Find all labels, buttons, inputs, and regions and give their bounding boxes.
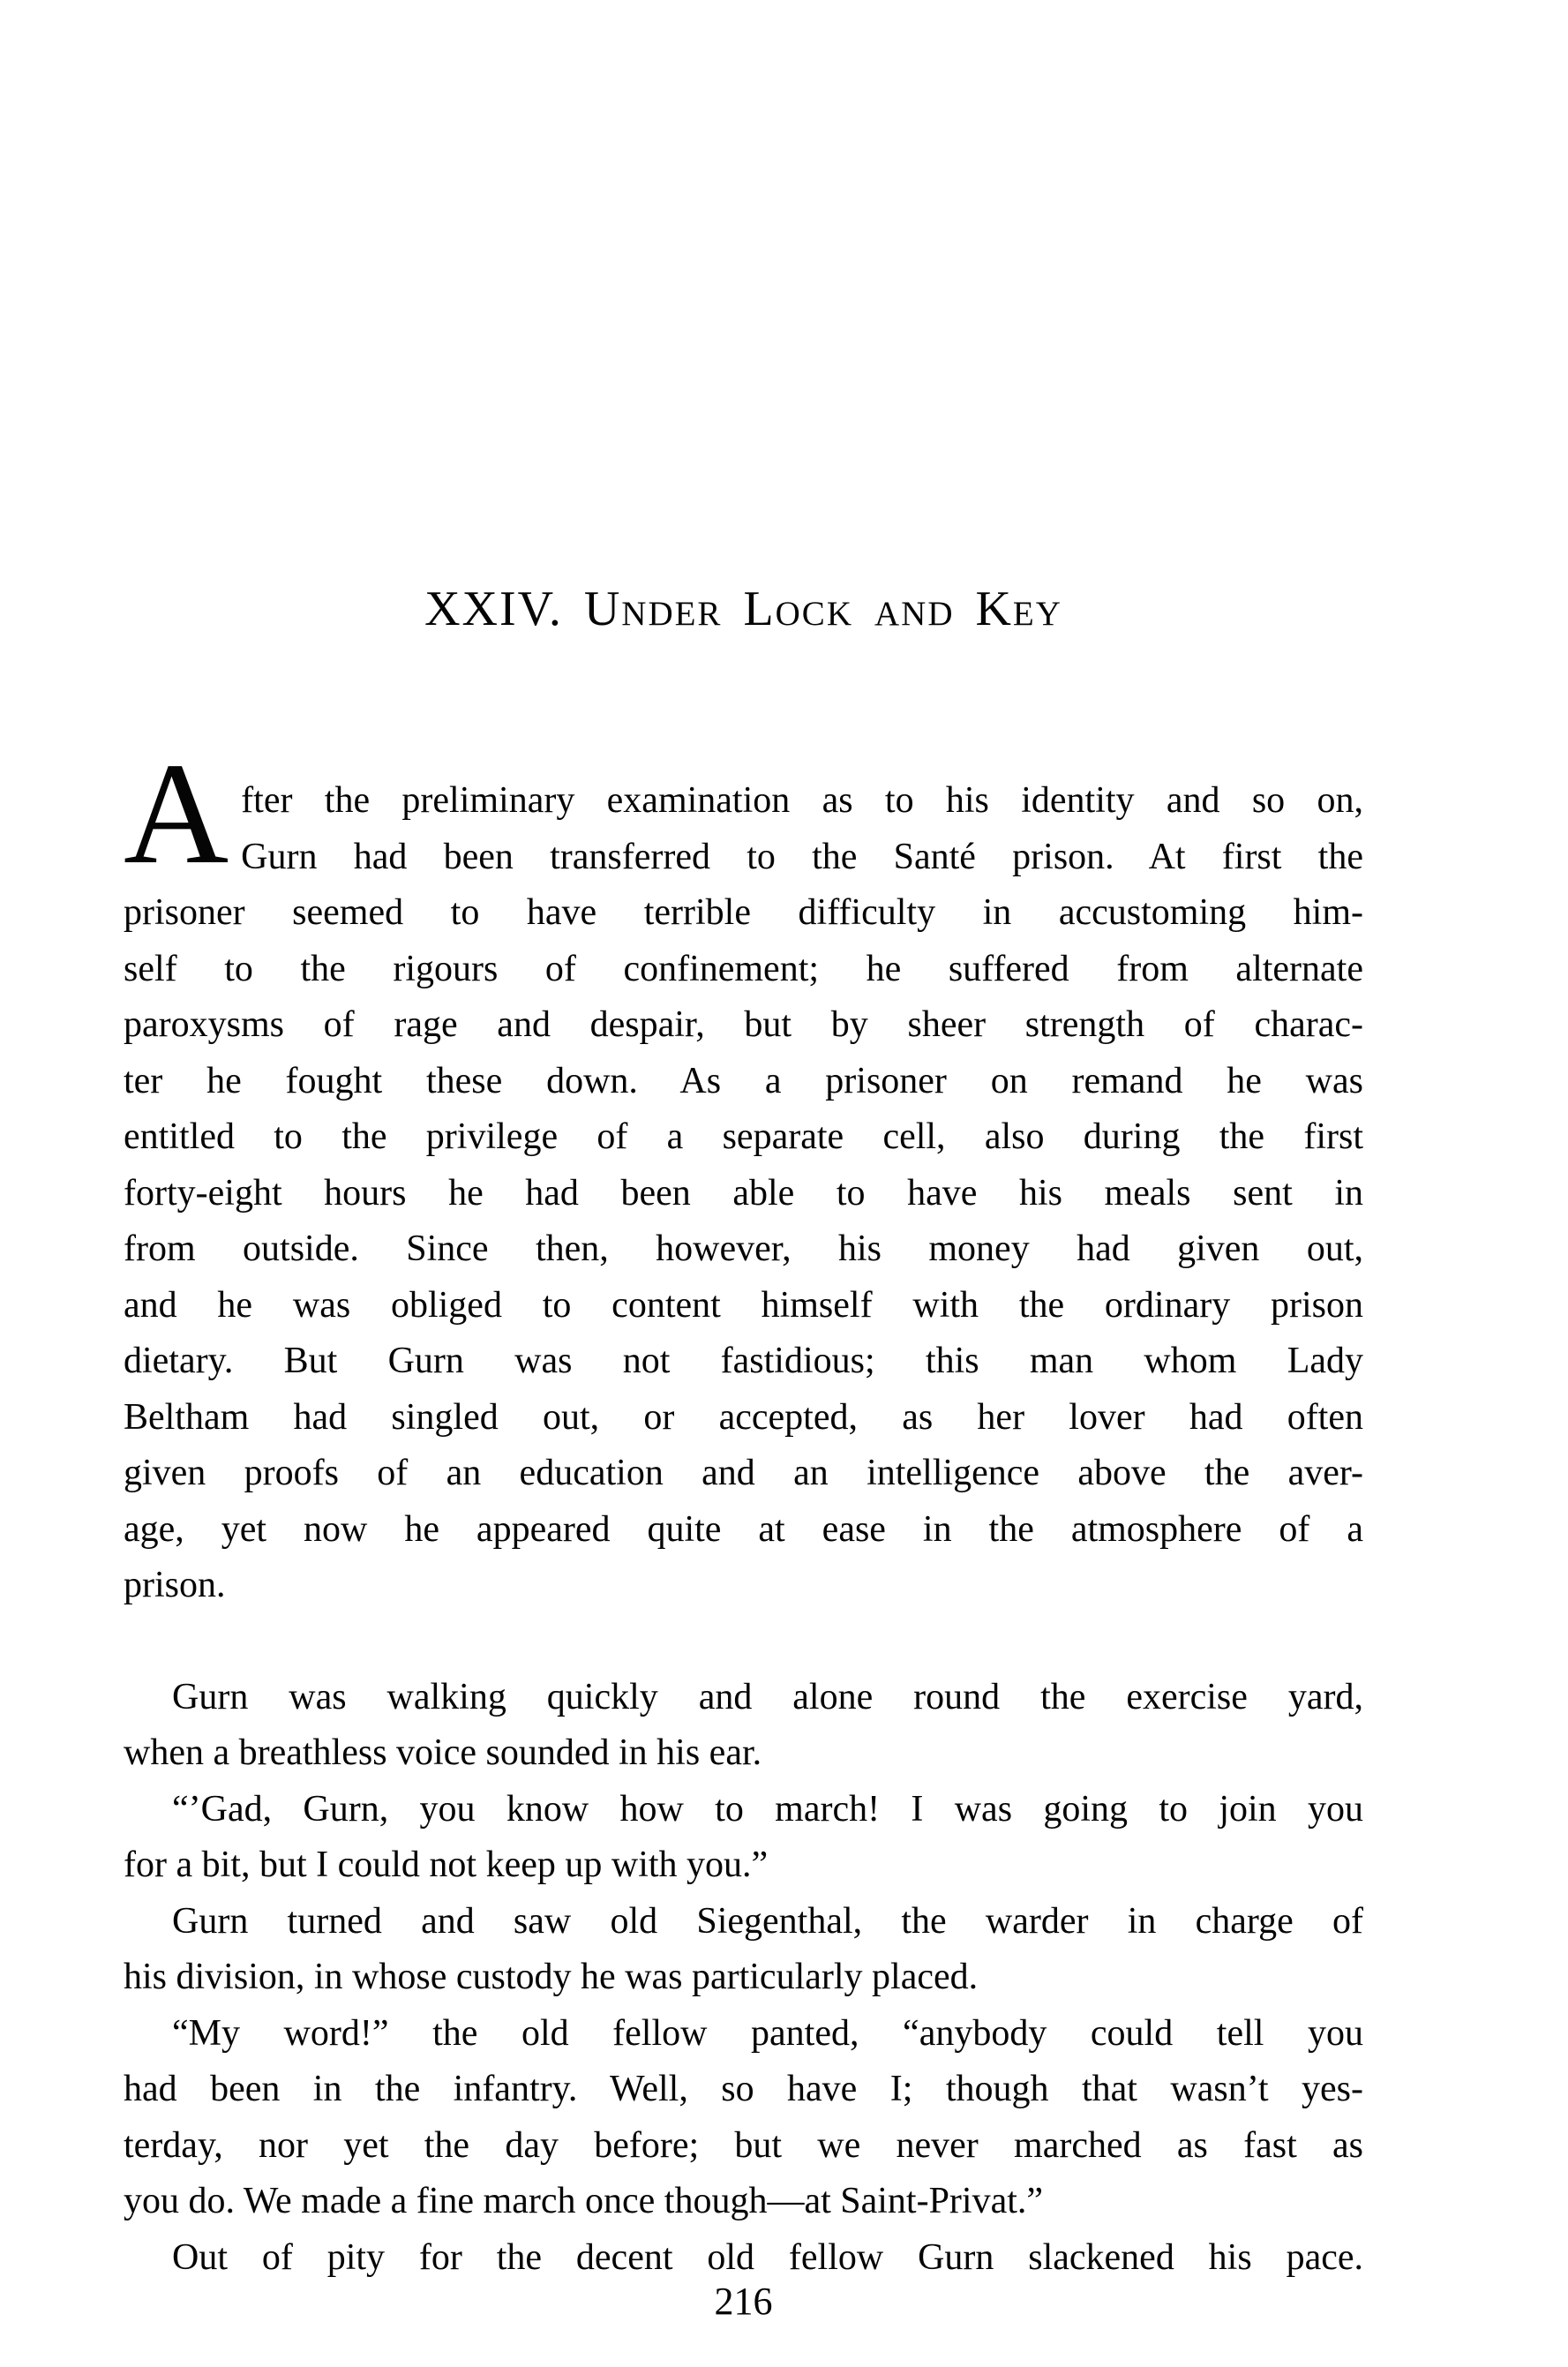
chapter-title: XXIV. Under Lock and Key: [424, 582, 1062, 636]
text-line: terday, nor yet the day before; but we never marched as fast as: [124, 2124, 1363, 2166]
text-line: his division, in whose custody he was particularly placed.: [124, 1957, 979, 1997]
text-line: age, yet now he appeared quite at ease in the atmosphere of a: [124, 1508, 1363, 1550]
text-line: paroxysms of rage and despair, but by sheer strength of charac-: [124, 1004, 1363, 1045]
text-line: self to the rigours of confinement; he suffered from alternate: [124, 948, 1363, 989]
text-line: ter he fought these down. As a prisoner on remand he was: [124, 1060, 1363, 1101]
text-line: when a breathless voice sounded in his ear.: [124, 1732, 762, 1773]
text-line: Gurn had been transferred to the Santé prison. At first the: [241, 836, 1363, 877]
text-line: forty-eight hours he had been able to have his meals sent in: [124, 1172, 1363, 1214]
paragraph: [124, 733, 1363, 1614]
text-line: from outside. Since then, however, his money had given out,: [124, 1229, 1363, 1269]
page-number: 216: [714, 2280, 773, 2323]
text-line: “’Gad, Gurn, you know how to march! I was going to join you: [172, 1788, 1363, 1830]
paragraph: [124, 1670, 1363, 1782]
text-line: fter the preliminary examination as to his identity and so on,: [241, 780, 1363, 821]
text-line: Gurn was walking quickly and alone round the exercise yard,: [172, 1676, 1363, 1717]
paragraph: [124, 1894, 1363, 2006]
text-line: dietary. But Gurn was not fastidious; this man whom Lady: [124, 1341, 1363, 1381]
text-line: for a bit, but I could not keep up with you.”: [124, 1845, 769, 1885]
text-line: “My word!” the old fellow panted, “anybody could tell you: [172, 2012, 1363, 2054]
drop-cap: A: [124, 733, 229, 894]
text-line: prisoner seemed to have terrible difficulty in accustoming him-: [124, 892, 1363, 933]
text-line: had been in the infantry. Well, so have I; though that wasn’t yes-: [124, 2069, 1363, 2109]
paragraph: [124, 2230, 1363, 2287]
text-line: you do. We made a fine march once though—at Saint-Privat.”: [124, 2181, 1044, 2221]
paragraph: [124, 1782, 1363, 1894]
paragraph: [124, 2006, 1363, 2230]
text-line: given proofs of an education and an intelligence above the aver-: [124, 1453, 1363, 1493]
text-line: Gurn turned and saw old Siegenthal, the warder in charge of: [172, 1900, 1363, 1942]
text-line: prison.: [124, 1565, 226, 1605]
text-line: Beltham had singled out, or accepted, as her lover had often: [124, 1396, 1363, 1438]
text-block: [124, 582, 1363, 2286]
text-line: Out of pity for the decent old fellow Gurn slackened his pace.: [172, 2236, 1363, 2278]
text-line: and he was obliged to content himself with the ordinary prison: [124, 1284, 1363, 1326]
text-line: entitled to the privilege of a separate cell, also during the first: [124, 1116, 1363, 1157]
